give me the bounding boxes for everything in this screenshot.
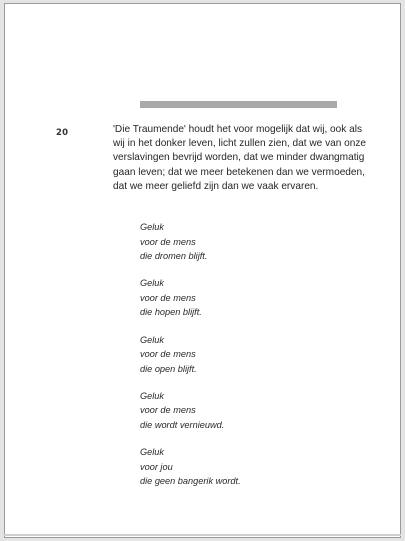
poem-stanza-4 <box>140 389 241 433</box>
page-number: 20 <box>56 128 69 138</box>
verse-line: Geluk <box>140 447 165 458</box>
verse-line: die dromen blijft. <box>140 251 208 262</box>
verse-line: Geluk <box>140 390 165 401</box>
poem-stanza-3 <box>140 333 241 377</box>
intro-line: 'Die Traumende' houdt het voor mogelijk dat wij, ook als <box>113 124 363 135</box>
verse-line: Geluk <box>140 222 165 232</box>
poem <box>140 220 241 501</box>
verse-line: die wordt vernieuwd. <box>140 420 225 431</box>
verse-line: die open blijft. <box>140 363 197 374</box>
poem-stanza-1 <box>140 220 241 264</box>
intro-line: verslavingen bevrijd worden, dat we minder dwangmatig <box>113 152 365 164</box>
intro-line: wij in het donker leven, licht zullen zien, dat we van onze <box>113 138 367 150</box>
poem-stanza-5 <box>140 445 241 489</box>
verse-line: voor de mens <box>140 349 196 360</box>
verse-line: voor de mens <box>140 405 196 416</box>
verse-line: Geluk <box>140 278 165 289</box>
verse-line: voor de mens <box>140 236 196 247</box>
verse-line: die hopen blijft. <box>140 307 202 318</box>
verse-line: voor jou <box>140 461 173 472</box>
page-shadow <box>4 534 401 536</box>
poem-stanza-2 <box>140 276 241 320</box>
verse-line: die geen bangerik wordt. <box>140 476 241 487</box>
header-rule <box>140 101 337 108</box>
intro-paragraph <box>113 123 367 194</box>
intro-line: dat we meer geliefd zijn dan we vaak ervaren. <box>113 180 319 192</box>
verse-line: Geluk <box>140 334 165 345</box>
verse-line: voor de mens <box>140 292 196 303</box>
intro-line: gaan leven; dat we meer betekenen dan we vermoeden, <box>113 166 365 178</box>
